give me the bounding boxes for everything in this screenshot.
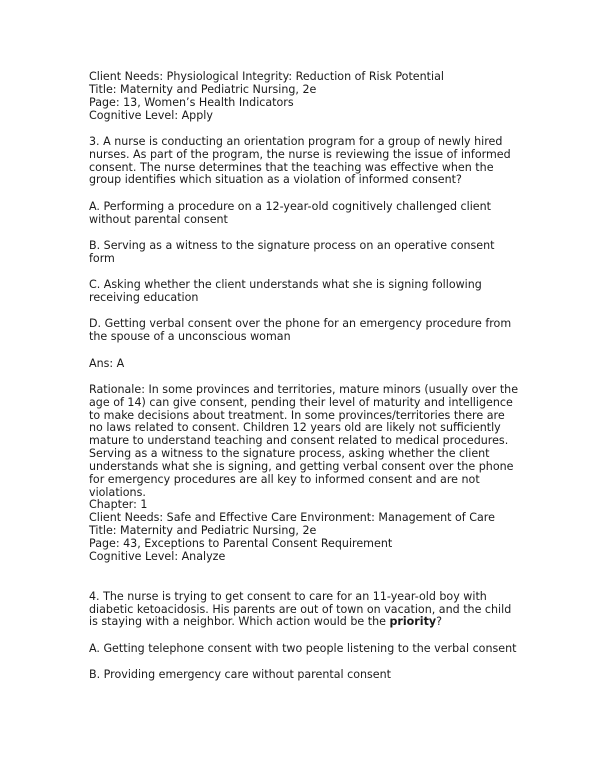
q3-rationale-line: mature to understand teaching and consent related to medical procedures. xyxy=(89,434,509,448)
q3-rationale-line: Serving as a witness to the signature process, asking whether the client xyxy=(89,447,490,461)
q3-option-a xyxy=(89,201,514,227)
q3-page: Page: 43, Exceptions to Parental Consent Requirement xyxy=(89,536,393,550)
q3-option-c-line: C. Asking whether the client understands what she is signing following xyxy=(89,278,482,292)
q4-option-a: A. Getting telephone consent with two people listening to the verbal consent xyxy=(89,641,517,655)
q3-option-a-line: without parental consent xyxy=(89,212,228,226)
q3-cognitive-level: Cognitive Level: Analyze xyxy=(89,549,226,563)
q3-rationale-line: to make decisions about treatment. In some provinces/territories there are xyxy=(89,408,505,422)
q2-title: Title: Maternity and Pediatric Nursing, 2e xyxy=(89,82,317,96)
q4-priority-emphasis: priority xyxy=(389,615,437,629)
q3-option-b-line: form xyxy=(89,251,115,265)
q3-option-b-line: B. Serving as a witness to the signature process on an operative consent xyxy=(89,238,495,252)
q3-option-d-line: the spouse of a unconscious woman xyxy=(89,330,291,344)
q3-rationale-line: for emergency procedures are all key to informed consent and are not xyxy=(89,472,480,486)
q3-stem-line: nurses. As part of the program, the nurse is reviewing the issue of informed xyxy=(89,147,511,161)
q3-option-c xyxy=(89,279,514,305)
q3-title: Title: Maternity and Pediatric Nursing, 2e xyxy=(89,524,317,538)
q3-client-needs: Client Needs: Safe and Effective Care Environment: Management of Care xyxy=(89,511,495,525)
q4-stem-question-mark: ? xyxy=(436,615,443,629)
q3-rationale xyxy=(89,382,519,500)
q3-stem-line: group identifies which situation as a violation of informed consent? xyxy=(89,173,462,187)
q4-stem xyxy=(89,591,514,630)
q3-chapter: Chapter: 1 xyxy=(89,498,148,512)
q4-stem-line: 4. The nurse is trying to get consent to care for an 11-year-old boy with xyxy=(89,589,487,603)
q2-cognitive-level: Cognitive Level: Apply xyxy=(89,108,213,122)
q3-rationale-line: understands what she is signing, and getting verbal consent over the phone xyxy=(89,459,514,473)
q2-client-needs: Client Needs: Physiological Integrity: Reduction of Risk Potential xyxy=(89,70,444,83)
q4-option-b: B. Providing emergency care without parental consent xyxy=(89,668,392,682)
document-page xyxy=(89,70,519,682)
q2-page: Page: 13, Women’s Health Indicators xyxy=(89,95,294,109)
q3-option-c-line: receiving education xyxy=(89,290,199,304)
q3-rationale-line: Rationale: In some provinces and territories, mature minors (usually over the xyxy=(89,382,519,396)
q3-option-b xyxy=(89,240,514,266)
q3-stem-line: consent. The nurse determines that the teaching was effective when the xyxy=(89,160,494,174)
q4-stem-line: diabetic ketoacidosis. His parents are out of town on vacation, and the child xyxy=(89,602,512,616)
q3-rationale-line: age of 14) can give consent, pending their level of maturity and intelligence xyxy=(89,395,513,409)
q3-stem xyxy=(89,136,514,187)
q4-stem-text: is staying with a neighbor. Which action would be the xyxy=(89,615,390,629)
q4-stem-line xyxy=(89,616,514,629)
q3-option-a-line: A. Performing a procedure on a 12-year-old cognitively challenged client xyxy=(89,199,491,213)
q3-stem-line: 3. A nurse is conducting an orientation program for a group of newly hired xyxy=(89,134,503,148)
q3-answer: Ans: A xyxy=(89,356,125,370)
q3-rationale-line: no laws related to consent. Children 12 years old are likely not sufficiently xyxy=(89,421,501,435)
q3-option-d-line: D. Getting verbal consent over the phone for an emergency procedure from xyxy=(89,317,512,331)
q3-rationale-line: violations. xyxy=(89,485,146,499)
q3-option-d xyxy=(89,318,514,344)
